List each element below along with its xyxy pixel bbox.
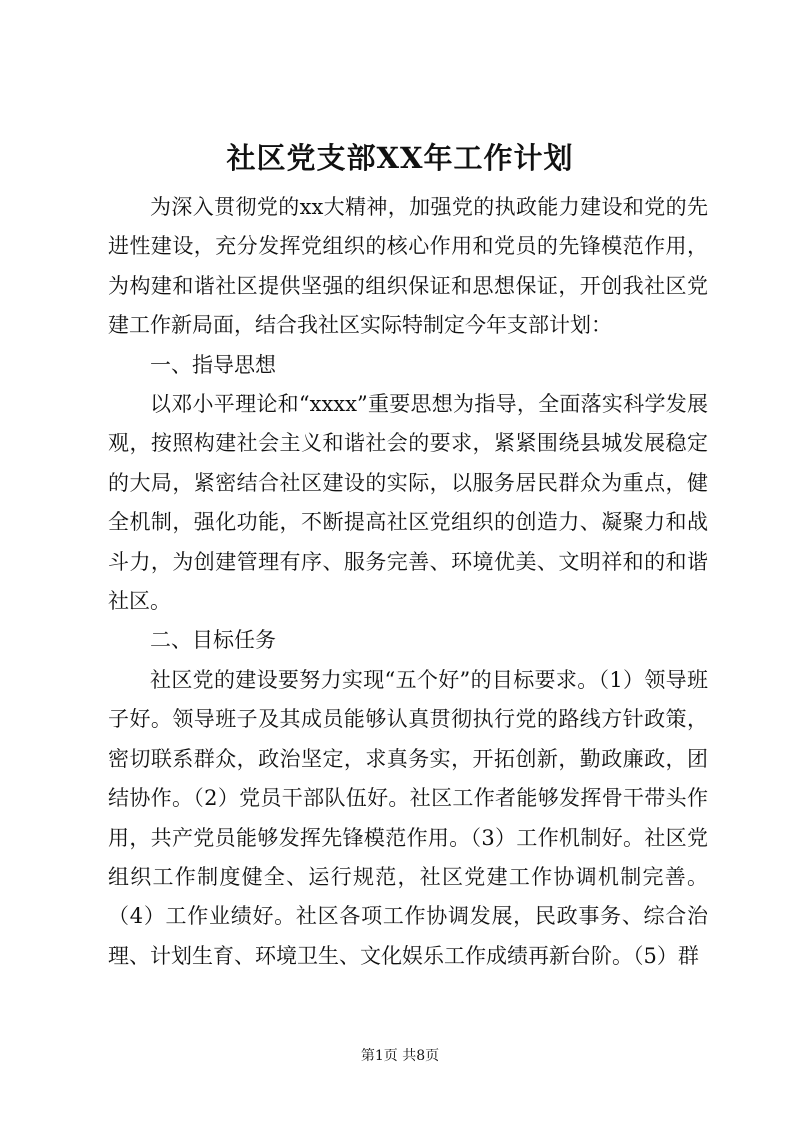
section-heading-goals: 二、目标任务	[150, 628, 276, 653]
intro-paragraph: 为深入贯彻党的xx大精神，加强党的执政能力建设和党的先进性建设，充分发挥党组织的核心作用和党员的先锋模范作用，为构建和谐社区提供坚强的组织保证和思想保证，开创我社区党建工作新局面，结合我社区实际特制定今年支部计划：	[108, 195, 708, 338]
document-title: 社区党支部XX年工作计划	[226, 141, 574, 175]
document-body	[108, 188, 708, 976]
guiding-thought-paragraph: 以邓小平理论和“xxxx”重要思想为指导，全面落实科学发展观，按照构建社会主义和谐社会的要求，紧紧围绕县城发展稳定的大局，紧密结合社区建设的实际，以服务居民群众为重点，健全机制，强化功能，不断提高社区党组织的创造力、凝聚力和战斗力，为创建管理有序、服务完善、环境优美、文明祥和的和谐社区。	[108, 392, 708, 614]
section-heading-guiding-thought: 一、指导思想	[150, 352, 276, 377]
goals-paragraph: 社区党的建设要努力实现“五个好”的目标要求。（1）领导班子好。领导班子及其成员能够认真贯彻执行党的路线方针政策，密切联系群众，政治坚定，求真务实，开拓创新，勤政廉政，团结协作。（2）党员干部队伍好。社区工作者能够发挥骨干带头作用，共产党员能够发挥先锋模范作用。（3）工作机制好。社区党组织工作制度健全、运行规范，社区党建工作协调机制完善。（4）工作业绩好。社区各项工作协调发展，民政事务、综合治理、计划生育、环境卫生、文化娱乐工作成绩再新台阶。（5）群	[108, 667, 708, 968]
page-number-footer: 第1页 共8页	[360, 1048, 440, 1064]
